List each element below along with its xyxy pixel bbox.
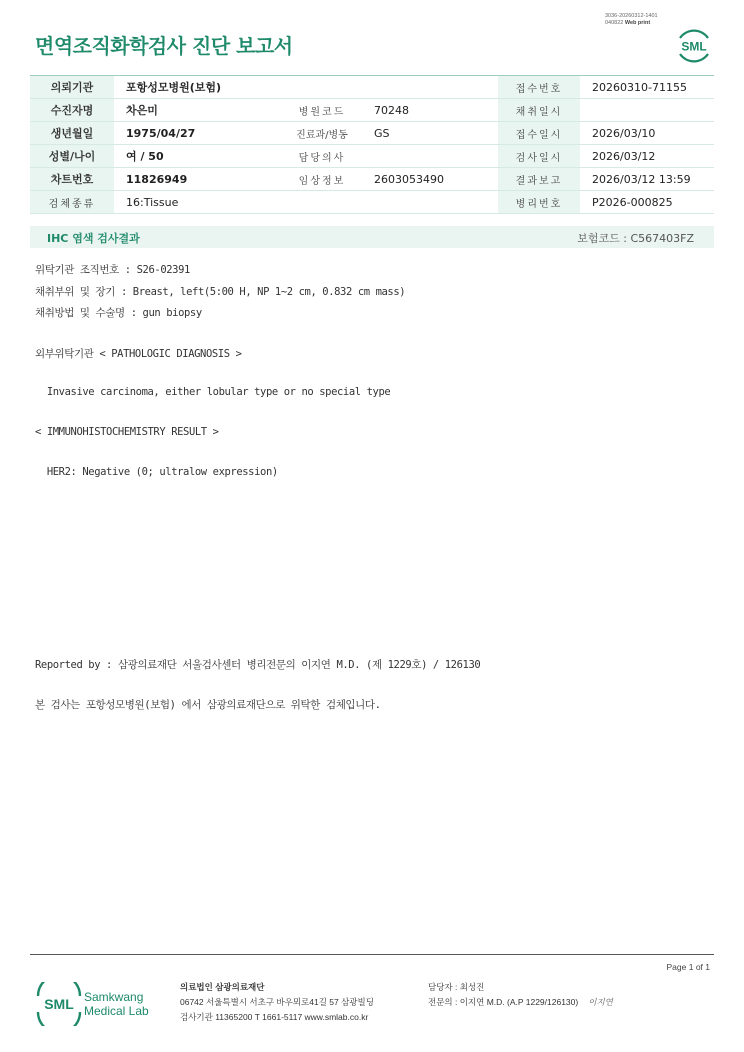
info-value: 11826949: [114, 168, 282, 191]
info-row: [30, 145, 714, 168]
footer-logo-text: SML: [44, 996, 74, 1012]
footer-logo-name1: Samkwang: [84, 990, 144, 1004]
info-label: 검체종류: [30, 191, 114, 214]
page-title: 면역조직화학검사 진단 보고서: [35, 34, 293, 58]
info-value: [580, 99, 714, 122]
report-line-diagnosis-header: 외부위탁기관 < PATHOLOGIC DIAGNOSIS >: [35, 348, 242, 360]
print-code-line1: 3036-20260312-1401: [605, 13, 658, 19]
print-code: [605, 13, 658, 27]
info-label: 검사일시: [498, 145, 580, 168]
info-row: [30, 191, 714, 214]
info-label: 수진자명: [30, 99, 114, 122]
org-contact: 검사기관 11365200 T 1661-5117 www.smlab.co.kr: [180, 1012, 369, 1022]
sml-logo-icon: [674, 26, 714, 66]
info-value: 여 / 50: [114, 145, 282, 168]
info-label: 차트번호: [30, 168, 114, 191]
info-label: 생년월일: [30, 122, 114, 145]
info-row: [30, 122, 714, 145]
reported-by: Reported by : 삼광의료재단 서울검사센터 병리전문의 이지연 M.D. (제 1229호) / 126130: [35, 659, 481, 671]
print-type: Web print: [624, 20, 651, 26]
info-value: 2026/03/12 13:59: [580, 168, 714, 191]
report-line-her2: HER2: Negative (0; ultralow expression): [35, 466, 278, 478]
specialist: 전문의 : 이지연 M.D. (A.P 1229/126130): [428, 997, 579, 1007]
samkwang-logo-icon: [36, 982, 158, 1026]
info-label: 담당의사: [282, 145, 362, 168]
insurance-code: 보험코드 : C567403FZ: [577, 232, 694, 245]
info-value: [362, 76, 498, 99]
print-code-line2: 040822: [605, 20, 624, 26]
footer-divider: [30, 954, 714, 955]
info-label: 성별/나이: [30, 145, 114, 168]
org-info: [180, 980, 374, 1025]
report-line-tissue-number: 위탁기관 조직번호 : S26-02391: [35, 264, 190, 276]
info-label: 병리번호: [498, 191, 580, 214]
info-value: [362, 191, 498, 214]
report-line-site: 채취부위 및 장기 : Breast, left(5:00 H, NP 1~2 cm, 0.832 cm mass): [35, 286, 406, 298]
info-row: [30, 168, 714, 191]
info-label: 임상정보: [282, 168, 362, 191]
sml-logo-text: SML: [681, 39, 707, 54]
info-label: 접수번호: [498, 76, 580, 99]
section-title: IHC 염색 검사결과: [47, 232, 140, 245]
info-value: GS: [362, 122, 498, 145]
signature: 이지연: [588, 997, 613, 1007]
info-value: 2026/03/10: [580, 122, 714, 145]
info-label: 접수일시: [498, 122, 580, 145]
footer-logo-name2: Medical Lab: [84, 1004, 149, 1018]
staff-info: [428, 980, 613, 1010]
info-value: P2026-000825: [580, 191, 714, 214]
info-row: [30, 76, 714, 99]
info-value: 16:Tissue: [114, 191, 282, 214]
report-line-method: 채취방법 및 수술명 : gun biopsy: [35, 307, 202, 319]
info-value: 1975/04/27: [114, 122, 282, 145]
info-value: 차은미: [114, 99, 282, 122]
info-label: 채취일시: [498, 99, 580, 122]
info-label: 의뢰기관: [30, 76, 114, 99]
patient-info-table: [30, 75, 714, 214]
referral-notice: 본 검사는 포항성모병원(보험) 에서 삼광의료재단으로 위탁한 검체입니다.: [35, 699, 381, 711]
info-label: 진료과/병동: [282, 122, 362, 145]
org-address: 06742 서울특별시 서초구 바우뫼로41길 57 삼광빌딩: [180, 997, 374, 1007]
info-value: [362, 145, 498, 168]
info-label: [282, 76, 362, 99]
info-value: 포항성모병원(보험): [114, 76, 282, 99]
info-row: [30, 99, 714, 122]
info-label: 결과보고: [498, 168, 580, 191]
report-line-diagnosis: Invasive carcinoma, either lobular type or no special type: [35, 386, 391, 398]
info-value: 2026/03/12: [580, 145, 714, 168]
info-label: 병원코드: [282, 99, 362, 122]
manager: 담당자 : 최성진: [428, 982, 485, 992]
result-section-header: [30, 226, 714, 248]
info-value: 20260310-71155: [580, 76, 714, 99]
page-number: Page 1 of 1: [666, 962, 710, 972]
info-value: 2603053490: [362, 168, 498, 191]
org-name: 의료법인 삼광의료재단: [180, 982, 265, 992]
info-value: 70248: [362, 99, 498, 122]
info-label: [282, 191, 362, 214]
report-line-ihc-header: < IMMUNOHISTOCHEMISTRY RESULT >: [35, 426, 219, 438]
